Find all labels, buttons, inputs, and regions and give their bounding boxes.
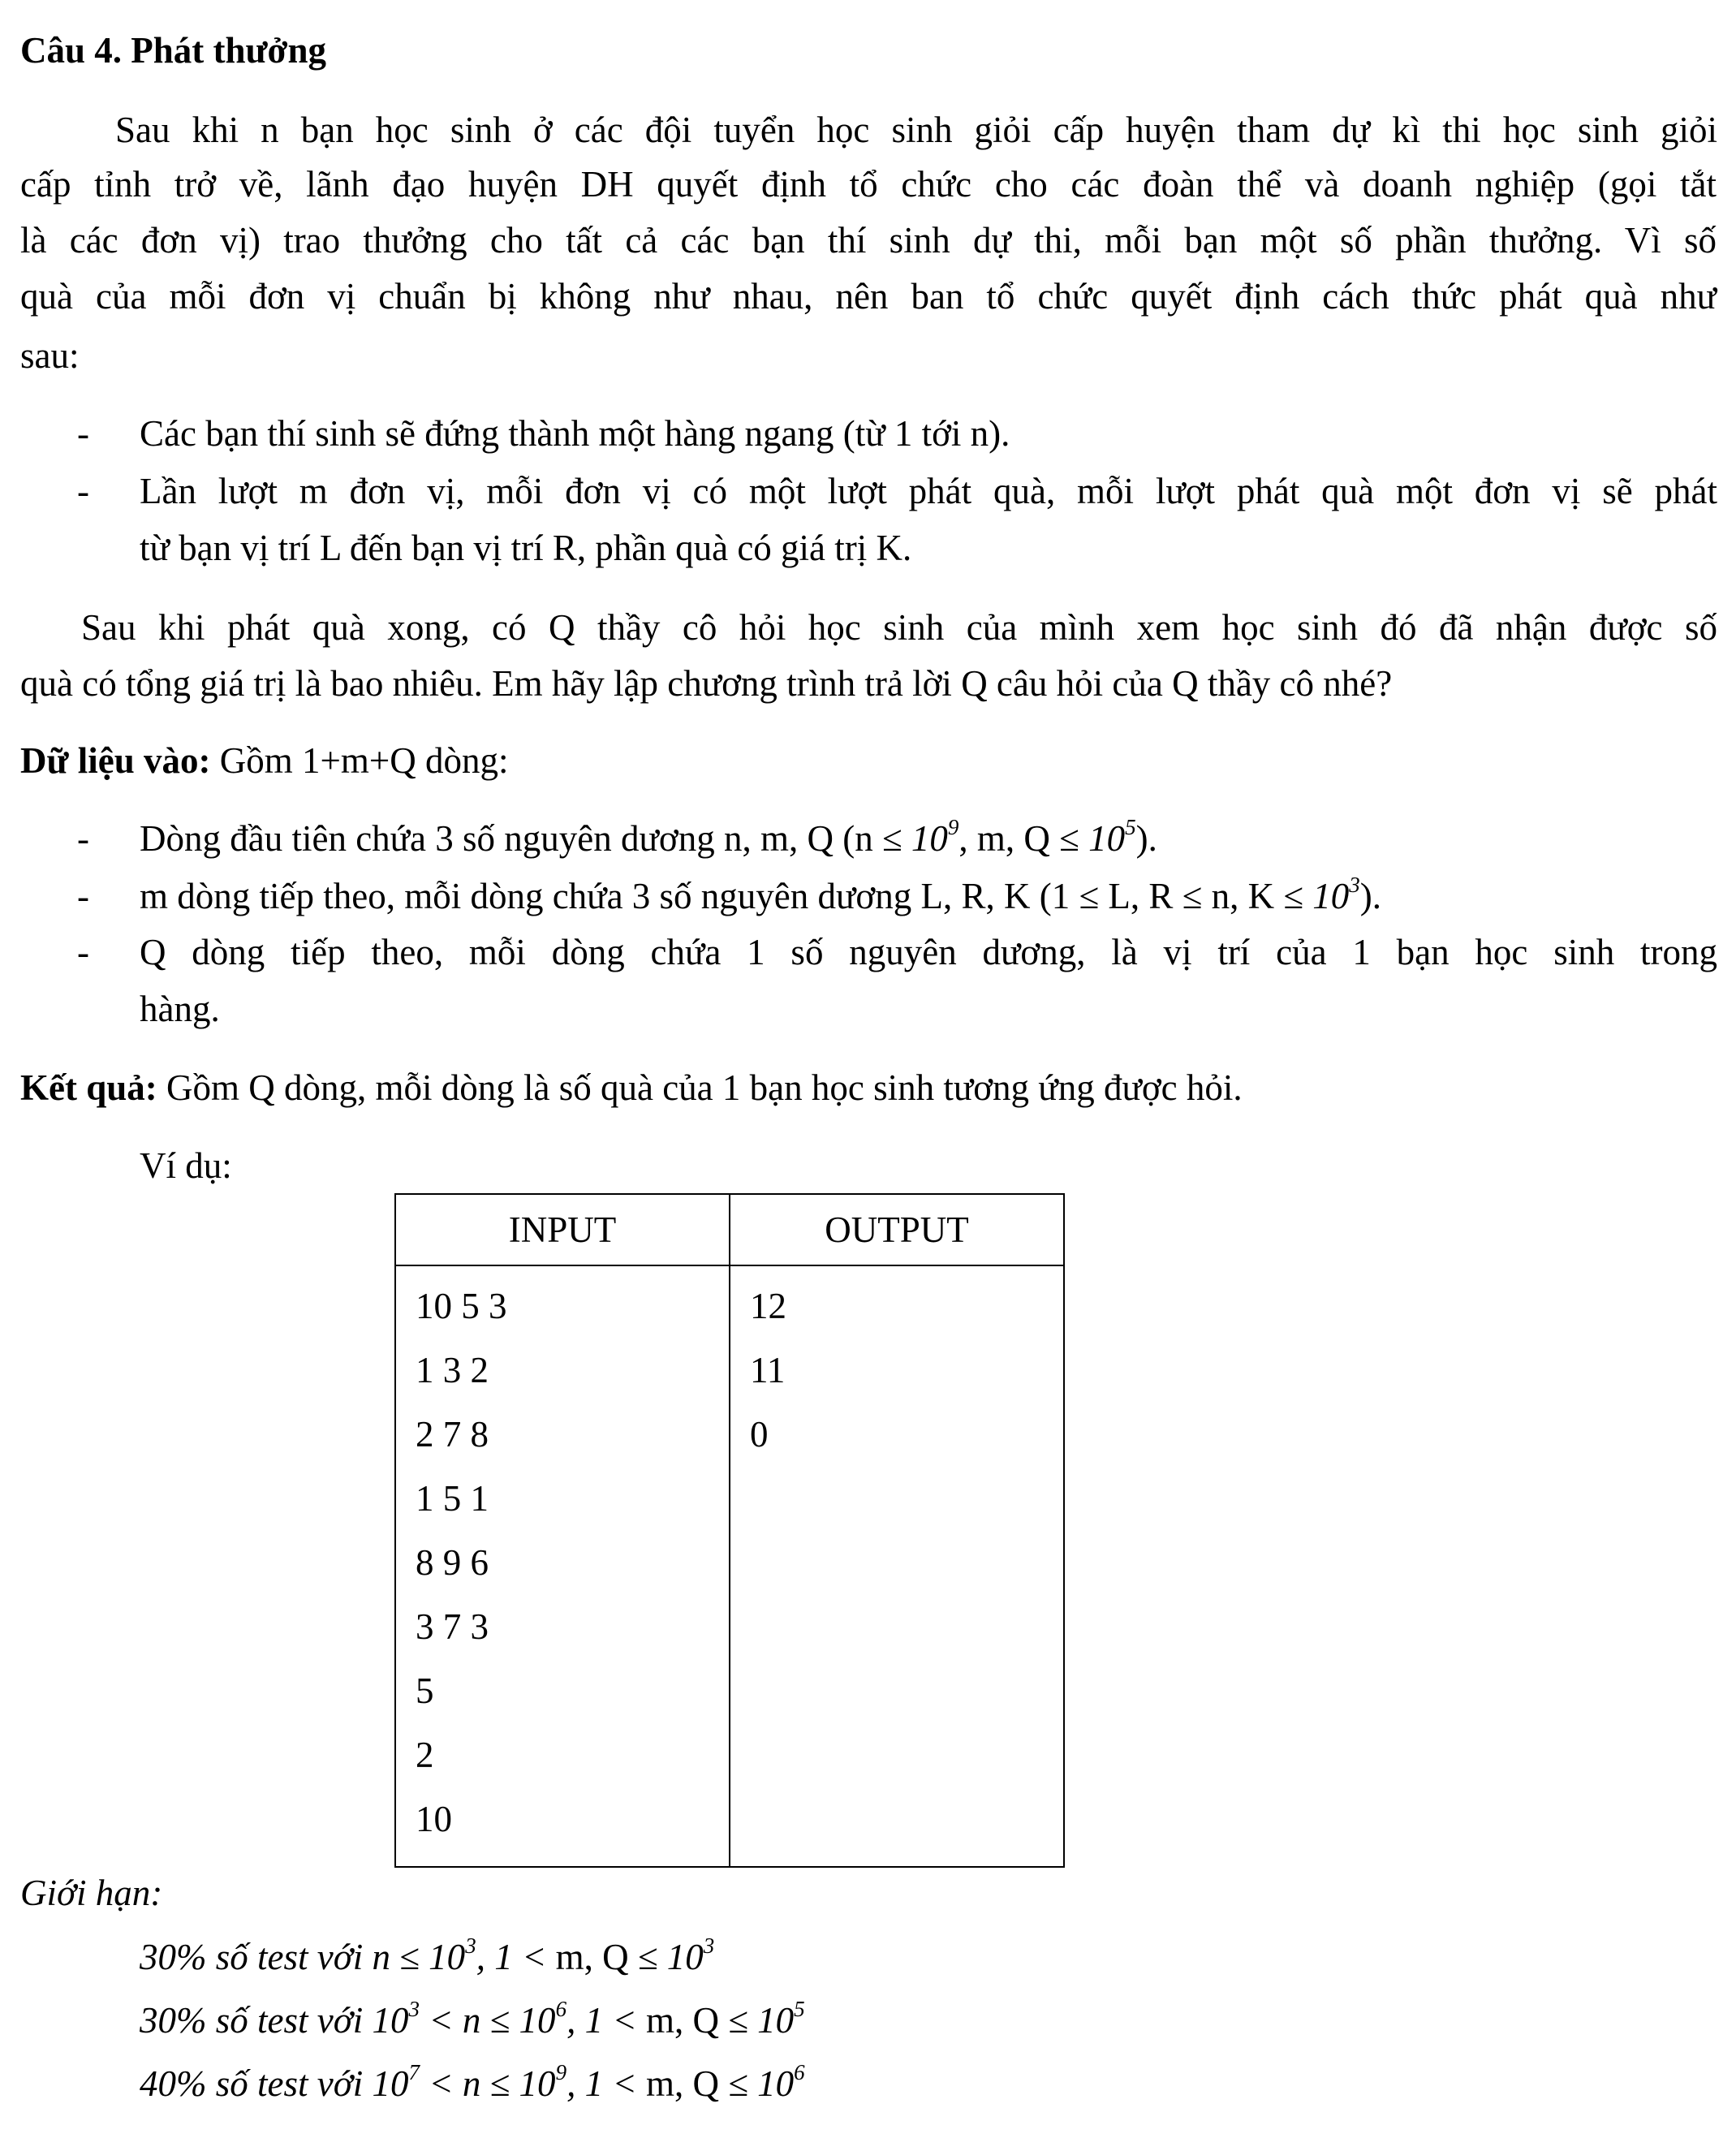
rule-1: Các bạn thí sinh sẽ đứng thành một hàng ngang (từ 1 tới n). [140,413,1010,454]
intro-line-4: quà của mỗi đơn vị chuẩn bị không như nhau, nên ban tổ chức quyết định cách thức phát quà như [20,276,1717,317]
output-line: 0 [750,1414,769,1455]
input-item-3-cont: hàng. [140,989,220,1029]
input-line: 5 [416,1670,434,1711]
input-line: 10 [416,1799,452,1839]
input-line: 1 3 2 [416,1350,489,1390]
input-heading: Dữ liệu vào: Gồm 1+m+Q dòng: [20,740,509,781]
input-line: 2 [416,1735,434,1775]
input-column-header: INPUT [395,1194,730,1265]
intro-line-5: sau: [20,335,80,376]
output-line: 12 [750,1286,786,1326]
problem-title: Câu 4. Phát thưởng [20,30,326,71]
rule-2-cont: từ bạn vị trí L đến bạn vị trí R, phần quà có giá trị K. [140,528,912,568]
input-line: 1 5 1 [416,1478,489,1519]
rule-bullet-1: - [77,413,89,454]
rule-2: Lần lượt m đơn vị, mỗi đơn vị có một lượt phát quà, mỗi lượt phát quà một đơn vị sẽ phát [140,471,1717,511]
input-item-2: m dòng tiếp theo, mỗi dòng chứa 3 số nguyên dương L, R, K (1 ≤ L, R ≤ n, $K \le 10^3$). [140,873,1382,916]
input-item-1: Dòng đầu tiên chứa 3 số nguyên dương n, m, Q ($n \le 10^9$, m, $Q \le 10^5$). [140,815,1157,859]
input-bullet-3: - [77,932,89,972]
limit-2: 30% số test với $10^3 < n \le 10^6$, 1 < m, $Q \le 10^5$ [140,1997,805,2041]
limit-1: 30% số test với $n \le 10^3$, 1 < m, $Q \le 10^3$ [140,1933,715,1977]
input-bullet-1: - [77,818,89,859]
output-line: 11 [750,1350,786,1390]
output-column-header: OUTPUT [730,1194,1064,1265]
input-line: 3 7 3 [416,1606,489,1647]
rule-bullet-2: - [77,471,89,511]
example-label: Ví dụ: [140,1145,232,1186]
intro-line-1: Sau khi n bạn học sinh ở các đội tuyển học sinh giỏi cấp huyện tham dự kì thi học sinh giỏi [115,110,1717,150]
input-item-3: Q dòng tiếp theo, mỗi dòng chứa 1 số nguyên dương, là vị trí của 1 bạn học sinh trong [140,932,1717,972]
intro-line-2: cấp tỉnh trở về, lãnh đạo huyện DH quyết định tổ chức cho các đoàn thể và doanh nghiệp (gọi tắt [20,164,1717,205]
input-bullet-2: - [77,876,89,916]
question-line-1: Sau khi phát quà xong, có Q thầy cô hỏi học sinh của mình xem học sinh đó đã nhận được số [81,607,1717,648]
limits-label: Giới hạn: [20,1873,163,1913]
input-line: 8 9 6 [416,1542,489,1583]
limit-3: 40% số test với $10^7 < n \le 10^9$, 1 < m, $Q \le 10^6$ [140,2060,805,2104]
example-table [394,1193,1065,1868]
input-line: 10 5 3 [416,1286,507,1326]
output-heading: Kết quả: Gồm Q dòng, mỗi dòng là số quà của 1 bạn học sinh tương ứng được hỏi. [20,1067,1243,1108]
intro-line-3: là các đơn vị) trao thưởng cho tất cả các bạn thí sinh dự thi, mỗi bạn một số phần thưởng. Vì số [20,220,1717,261]
input-line: 2 7 8 [416,1414,489,1455]
input-cell [395,1265,730,1867]
question-line-2: quà có tổng giá trị là bao nhiêu. Em hãy lập chương trình trả lời Q câu hỏi của Q thầy cô nhé? [20,663,1393,704]
output-cell [730,1265,1064,1867]
